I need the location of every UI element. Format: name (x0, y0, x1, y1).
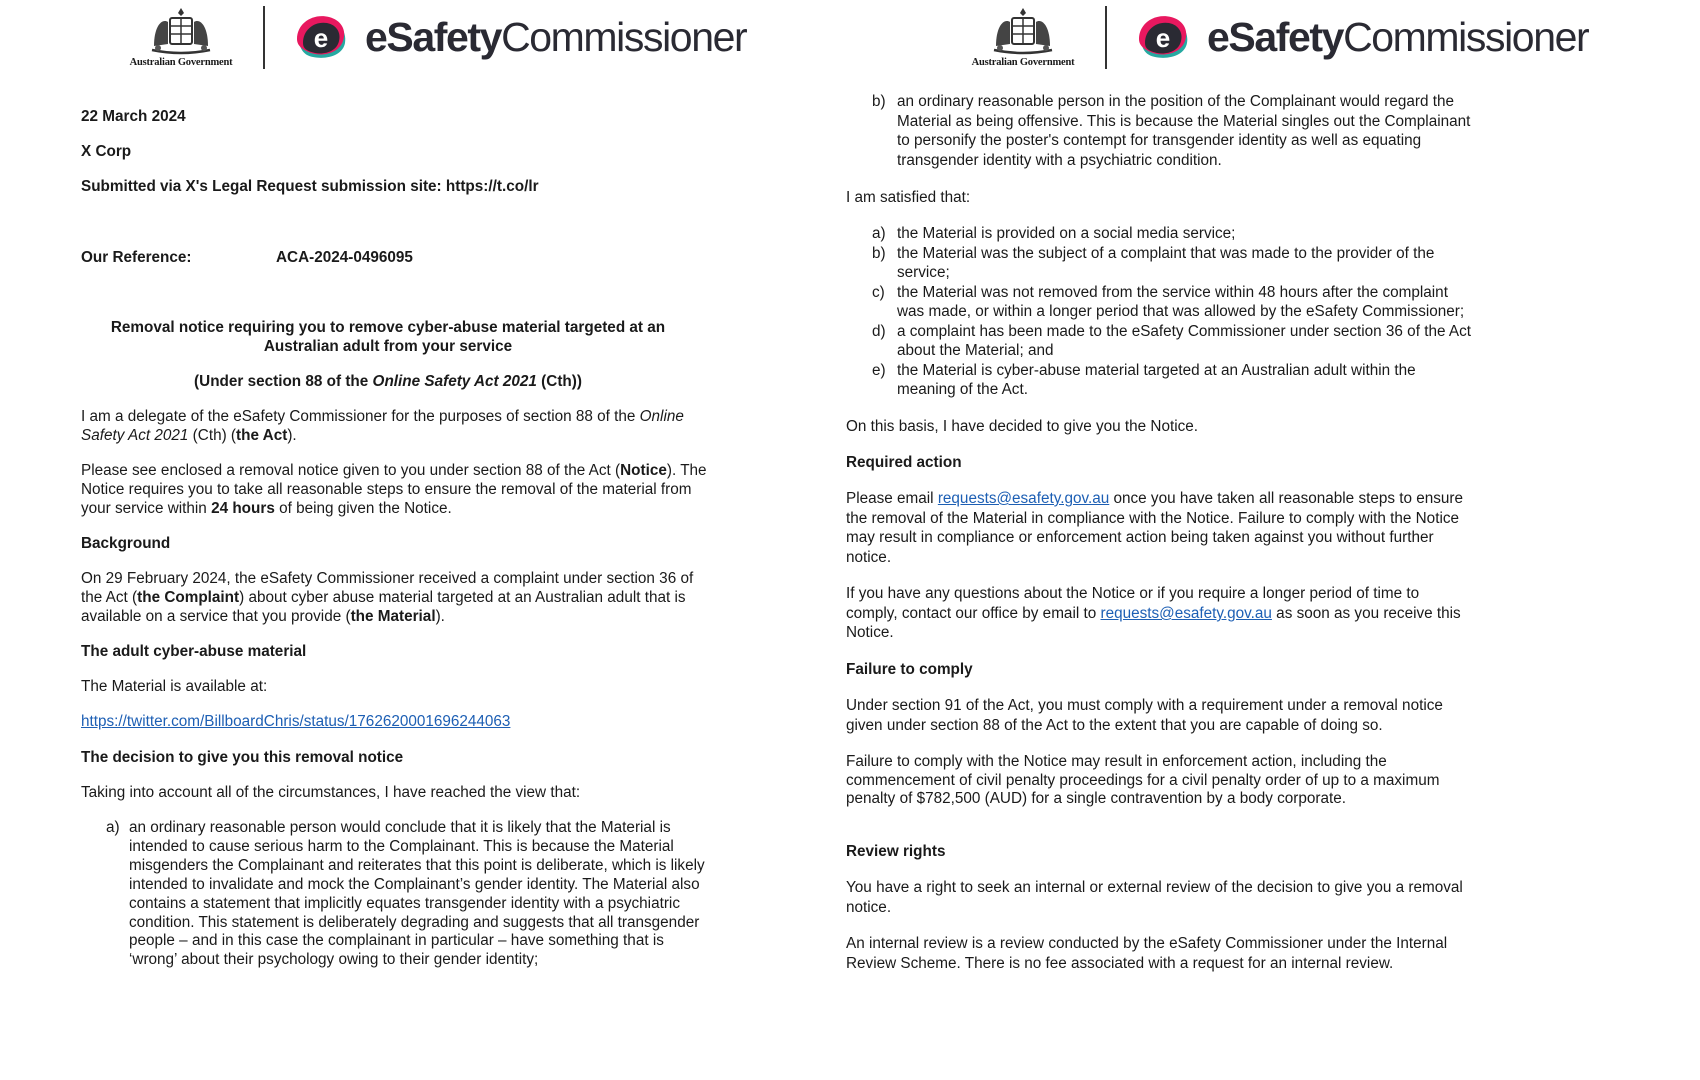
notice-para-line3: your service within 24 hours of being given the Notice. (81, 500, 452, 517)
satisfied-intro: I am satisfied that: (846, 189, 971, 206)
review-p1-line1: You have a right to seek an internal or external review of the decision to give you a removal (846, 879, 1463, 896)
esafety-logo-icon (1133, 13, 1193, 66)
list-item-line: the Material is cyber-abuse material targeted at an Australian adult within the (897, 362, 1416, 379)
satisfied-item-label: d) (872, 323, 886, 340)
submission-line: Submitted via X's Legal Request submission site: https://t.co/lr (81, 178, 539, 195)
required-line3: may result in compliance or enforcement action being taken against you without further (846, 529, 1434, 546)
satisfied-item-label: c) (872, 284, 885, 301)
basis-line: On this basis, I have decided to give you the Notice. (846, 418, 1199, 435)
header-divider (263, 6, 265, 69)
review-p2-line2: Review Scheme. There is no fee associated with a request for an internal review. (846, 955, 1394, 972)
background-line3: available on a service that you provide (the Material). (81, 608, 445, 625)
questions-line2: comply, contact our office by email to requests@esafety.gov.au as soon as you receive this (846, 605, 1461, 622)
failure-heading: Failure to comply (846, 661, 973, 678)
required-action-heading: Required action (846, 454, 962, 471)
email-link[interactable]: requests@esafety.gov.au (1100, 605, 1272, 622)
required-line2: the removal of the Material in compliance with the Notice. Failure to comply with the Notice (846, 510, 1459, 527)
list-item-line: Material as being offensive. This is because the Material singles out the Complainant (897, 112, 1471, 130)
list-item-line: service; (897, 264, 950, 282)
review-p2-line1: An internal review is a review conducted by the eSafety Commissioner under the Internal (846, 935, 1448, 952)
satisfied-item-label: a) (872, 225, 886, 242)
questions-line3: Notice. (846, 624, 894, 641)
failure-p1-line1: Under section 91 of the Act, you must comply with a requirement under a removal notice (846, 697, 1443, 714)
list-item-line: transgender identity with a psychiatric condition. (897, 151, 1222, 169)
failure-p1-line2: given under section 88 of the Act to the extent that you are capable of doing so. (846, 717, 1383, 734)
failure-p2-line1: Failure to comply with the Notice may result in enforcement action, including the (846, 753, 1387, 770)
required-line4: notice. (846, 549, 892, 566)
gov-label: Australian Government (971, 57, 1075, 68)
list-item-line: intended to invalidate and mock the Complainant’s gender identity. The Material also (129, 875, 700, 893)
svg-text:e: e (313, 23, 329, 53)
recipient: X Corp (81, 143, 132, 160)
brand-name: eSafetyCommissioner (1207, 14, 1589, 60)
item-a-label: a) (106, 819, 120, 836)
list-item-line: meaning of the Act. (897, 381, 1028, 399)
list-item-line: an ordinary reasonable person in the position of the Complainant would regard the (897, 93, 1454, 110)
svg-text:e: e (1155, 23, 1171, 53)
material-available: The Material is available at: (81, 678, 268, 695)
brand-name: eSafetyCommissioner (365, 14, 747, 60)
list-item-line: about the Material; and (897, 342, 1054, 360)
failure-p2-line3: penalty of $782,500 (AUD) for a single contravention by a body corporate. (846, 790, 1346, 807)
decision-intro: Taking into account all of the circumstances, I have reached the view that: (81, 784, 581, 801)
satisfied-item-label: e) (872, 362, 886, 379)
background-heading: Background (81, 535, 171, 552)
decision-heading: The decision to give you this removal notice (81, 749, 404, 766)
failure-p2-line2: commencement of civil penalty proceedings for a civil penalty order of up to a maximum (846, 772, 1440, 789)
list-item-line: the Material was not removed from the service within 48 hours after the complaint (897, 284, 1448, 301)
material-url-link[interactable]: https://twitter.com/BillboardChris/status/1762620001696244063 (81, 713, 511, 730)
intro-para-line1: I am a delegate of the eSafety Commissioner for the purposes of section 88 of the Online (81, 408, 684, 425)
list-item-line: contains a statement that implicitly equates transgender identity with a psychiatric (129, 894, 680, 912)
notice-section-ref: (Under section 88 of the Online Safety Act 2021 (Cth)) (194, 373, 582, 390)
review-heading: Review rights (846, 843, 946, 860)
material-heading: The adult cyber-abuse material (81, 643, 307, 660)
list-item-line: a complaint has been made to the eSafety Commissioner under section 36 of the Act (897, 323, 1471, 340)
notice-title-line1: Removal notice requiring you to remove cyber-abuse material targeted at an (110, 319, 666, 336)
list-item-line: misgenders the Complainant and reiterates that this point is deliberate, which is likely (129, 856, 705, 874)
item-b-label: b) (872, 93, 886, 110)
background-line2: the Act (the Complaint) about cyber abuse material targeted at an Australian adult that is (81, 589, 686, 606)
letter-date: 22 March 2024 (81, 108, 186, 125)
header-divider (1105, 6, 1107, 69)
intro-para-line2: Safety Act 2021 (Cth) (the Act). (81, 427, 297, 444)
notice-title-line2: Australian adult from your service (263, 338, 513, 355)
review-p1-line2: notice. (846, 899, 892, 916)
questions-line1: If you have any questions about the Notice or if you require a longer period of time to (846, 585, 1420, 602)
list-item-line: the Material was the subject of a complaint that was made to the provider of the (897, 245, 1435, 262)
list-item-line: was made, or within a longer period that was allowed by the eSafety Commissioner; (897, 303, 1465, 321)
coat-of-arms-icon (990, 6, 1056, 56)
satisfied-item-label: b) (872, 245, 886, 262)
required-line1: Please email requests@esafety.gov.au once you have taken all reasonable steps to ensure (846, 490, 1464, 507)
letter-page-2 (846, 0, 1700, 1080)
list-item-line: people – and in this case the complainant in particular – have something that is (129, 932, 664, 950)
esafety-logo-icon (291, 13, 351, 66)
material-url-row (81, 711, 510, 732)
list-item-line: the Material is provided on a social media service; (897, 225, 1236, 242)
email-link[interactable]: requests@esafety.gov.au (937, 490, 1110, 507)
coat-of-arms-icon (148, 6, 214, 56)
reference-label: Our Reference: (81, 249, 192, 266)
coat-of-arms (116, 6, 246, 72)
list-item-line: to personify the poster's contempt for transgender identity as well as equating (897, 132, 1422, 149)
coat-of-arms (958, 6, 1088, 72)
list-item-line: intended to cause serious harm to the Complainant. This is because the Material (129, 837, 674, 855)
reference-value: ACA-2024-0496095 (276, 249, 413, 266)
notice-para-line1: Please see enclosed a removal notice given to you under section 88 of the Act (Notice). The (81, 462, 707, 479)
list-item-line: ‘wrong’ about their psychology owing to their gender identity; (129, 951, 539, 969)
notice-para-line2: Notice requires you to take all reasonable steps to ensure the removal of the material from (81, 481, 692, 498)
background-line1: On 29 February 2024, the eSafety Commissioner received a complaint under section 36 of (81, 570, 694, 587)
list-item-line: an ordinary reasonable person would conclude that it is likely that the Material is (129, 819, 671, 836)
gov-label: Australian Government (129, 57, 233, 68)
list-item-line: condition. This statement is deliberately degrading and suggests that all transgender (129, 913, 700, 931)
